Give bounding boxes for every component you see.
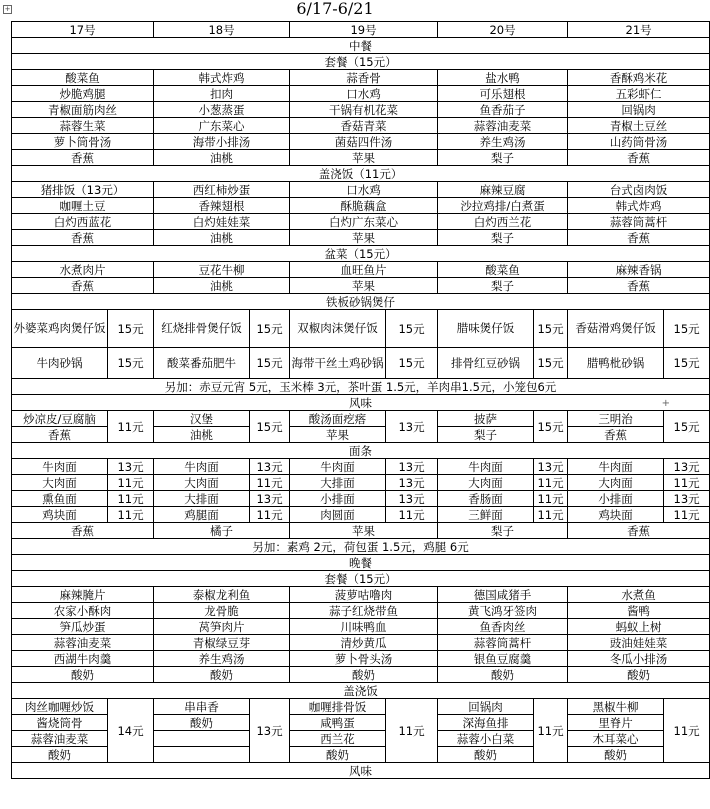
price-cell: 15元	[534, 411, 568, 443]
price-cell: 11元	[108, 507, 154, 523]
dish-cell: 酸奶	[290, 747, 386, 763]
dish-cell: 西红柿炒蛋	[154, 182, 290, 198]
dish-cell: 双椒肉沫煲仔饭	[290, 310, 386, 348]
dish-cell: 牛肉砂锅	[12, 348, 108, 379]
fruit-cell: 香蕉	[12, 427, 108, 443]
dish-cell: 冬瓜小排汤	[568, 651, 710, 667]
price-cell: 11元	[250, 475, 290, 491]
dish-cell: 香蕉	[568, 278, 710, 294]
dish-cell: 肉圆面	[290, 507, 386, 523]
dish-cell: 沙拉鸡排/白煮蛋	[438, 198, 568, 214]
dish-cell: 川味鸭血	[290, 619, 438, 635]
fruit-cell: 苹果	[290, 523, 438, 539]
category-label: 盖浇饭	[12, 683, 710, 699]
dish-cell: 香蕉	[568, 230, 710, 246]
price-cell: 11元	[108, 411, 154, 443]
day-header: 21号	[568, 22, 710, 38]
dish-cell: 蒜蓉小白菜	[438, 731, 534, 747]
dish-cell: 白灼西兰花	[438, 214, 568, 230]
dish-cell: 豉油娃娃菜	[568, 635, 710, 651]
dish-cell: 山药筒骨汤	[568, 134, 710, 150]
dish-cell: 白灼广东菜心	[290, 214, 438, 230]
price-cell: 13元	[386, 475, 438, 491]
dish-cell: 大排面	[154, 491, 250, 507]
dish-cell: 外婆菜鸡肉煲仔饭	[12, 310, 108, 348]
price-cell: 15元	[664, 348, 710, 379]
dish-cell: 酸汤面疙瘩	[290, 411, 386, 427]
dish-cell: 牛肉面	[154, 459, 250, 475]
dish-cell: 香辣翅根	[154, 198, 290, 214]
dish-cell: 排骨红豆砂锅	[438, 348, 534, 379]
dish-cell: 小葱蒸蛋	[154, 102, 290, 118]
dish-cell: 酸奶	[290, 667, 438, 683]
dish-cell: 酸菜鱼	[438, 262, 568, 278]
price-cell: 15元	[534, 310, 568, 348]
price-cell: 11元	[664, 699, 710, 763]
dish-cell: 干锅有机花菜	[290, 102, 438, 118]
price-cell: 11元	[108, 475, 154, 491]
dish-cell: 笋瓜炒蛋	[12, 619, 154, 635]
dish-cell: 里脊片	[568, 715, 664, 731]
dish-cell: 大排面	[290, 475, 386, 491]
dish-cell: 深海鱼排	[438, 715, 534, 731]
fruit-cell: 香蕉	[568, 427, 664, 443]
day-header: 20号	[438, 22, 568, 38]
dish-cell: 西兰花	[290, 731, 386, 747]
dish-cell: 白灼娃娃菜	[154, 214, 290, 230]
dish-cell: 熏鱼面	[12, 491, 108, 507]
price-cell: 11元	[108, 491, 154, 507]
day-header: 18号	[154, 22, 290, 38]
price-cell: 13元	[250, 459, 290, 475]
dish-cell: 酥脆藕盒	[290, 198, 438, 214]
dish-cell: 红烧排骨煲仔饭	[154, 310, 250, 348]
dish-cell: 麻辣腌片	[12, 587, 154, 603]
price-cell: 11元	[386, 507, 438, 523]
dish-cell: 黑椒牛柳	[568, 699, 664, 715]
page-title: 6/17-6/21	[296, 0, 374, 18]
dish-cell: 清炒黄瓜	[290, 635, 438, 651]
fruit-cell: 香蕉	[12, 523, 154, 539]
dish-cell: 西湖牛肉羹	[12, 651, 154, 667]
dish-cell: 蒜蓉筒蒿杆	[438, 635, 568, 651]
dish-cell: 蒜蓉油麦菜	[12, 731, 108, 747]
dish-cell: 酸奶	[154, 715, 250, 731]
price-cell: 15元	[250, 348, 290, 379]
dish-cell: 小排面	[290, 491, 386, 507]
dish-cell: 麻辣香锅	[568, 262, 710, 278]
price-cell: 11元	[534, 699, 568, 763]
category-label: 风味	[12, 763, 710, 779]
dish-cell: 银鱼豆腐羹	[438, 651, 568, 667]
dish-cell: 蚂蚁上树	[568, 619, 710, 635]
dish-cell: 蒜香骨	[290, 70, 438, 86]
edge-plus-icon[interactable]: +	[661, 398, 670, 409]
dish-cell: 水煮肉片	[12, 262, 154, 278]
dish-cell: 韩式炸鸡	[154, 70, 290, 86]
dish-cell: 菌菇四件汤	[290, 134, 438, 150]
dish-cell: 肉丝咖喱炒饭	[12, 699, 108, 715]
dish-cell: 鱼香茄子	[438, 102, 568, 118]
dish-cell: 香蕉	[12, 278, 154, 294]
dish-cell: 白灼西蓝花	[12, 214, 154, 230]
price-cell: 13元	[250, 699, 290, 763]
dish-cell: 油桃	[154, 230, 290, 246]
category-label: 盖浇饭（11元）	[12, 166, 710, 182]
dish-cell: 酸奶	[12, 747, 108, 763]
dish-cell: 香蕉	[12, 230, 154, 246]
price-cell: 13元	[534, 459, 568, 475]
dish-cell: 香蕉	[568, 150, 710, 166]
dish-cell: 炒脆鸡腿	[12, 86, 154, 102]
dish-cell: 萝卜骨头汤	[290, 651, 438, 667]
dish-cell: 农家小酥肉	[12, 603, 154, 619]
dish-cell: 猪排饭（13元）	[12, 182, 154, 198]
dish-cell: 牛肉面	[290, 459, 386, 475]
dish-cell: 青椒绿豆芽	[154, 635, 290, 651]
price-cell: 13元	[664, 491, 710, 507]
dish-cell: 油桃	[154, 278, 290, 294]
dish-cell: 回锅肉	[568, 102, 710, 118]
dish-cell: 牛肉面	[12, 459, 108, 475]
dish-cell: 青椒土豆丝	[568, 118, 710, 134]
dish-cell: 木耳菜心	[568, 731, 664, 747]
dish-cell: 麻辣豆腐	[438, 182, 568, 198]
section-title-dinner: 晚餐	[12, 555, 710, 571]
fruit-cell: 香蕉	[568, 523, 710, 539]
dish-cell: 酱烧筒骨	[12, 715, 108, 731]
price-cell: 15元	[108, 310, 154, 348]
price-cell: 15元	[534, 348, 568, 379]
dish-cell: 串串香	[154, 699, 250, 715]
fruit-cell: 梨子	[438, 427, 534, 443]
dish-cell: 梨子	[438, 230, 568, 246]
dish-cell: 鸡块面	[568, 507, 664, 523]
dish-cell: 蒜蓉油麦菜	[438, 118, 568, 134]
menu-table	[11, 21, 710, 779]
price-cell: 13元	[250, 491, 290, 507]
dish-cell: 萝卜筒骨汤	[12, 134, 154, 150]
dish-cell: 龙骨脆	[154, 603, 290, 619]
dish-cell: 牛肉面	[438, 459, 534, 475]
dish-cell: 香菇青菜	[290, 118, 438, 134]
fruit-cell: 梨子	[438, 523, 568, 539]
dish-cell: 豆花牛柳	[154, 262, 290, 278]
dish-cell: 酸奶	[12, 667, 154, 683]
dish-cell: 蒜蓉筒蒿杆	[568, 214, 710, 230]
dish-cell: 汉堡	[154, 411, 250, 427]
dish-cell: 鸡块面	[12, 507, 108, 523]
extras-note: 另加：赤豆元宵 5元，玉米棒 3元，茶叶蛋 1.5元，羊肉串1.5元，小笼包6元	[12, 379, 710, 395]
dish-cell: 三明治	[568, 411, 664, 427]
dish-cell: 苹果	[290, 278, 438, 294]
dish-cell: 扣肉	[154, 86, 290, 102]
dish-cell: 披萨	[438, 411, 534, 427]
dish-cell: 梨子	[438, 150, 568, 166]
price-cell: 11元	[534, 475, 568, 491]
dish-cell: 苹果	[290, 150, 438, 166]
dish-cell: 青椒面筋肉丝	[12, 102, 154, 118]
price-cell: 15元	[108, 348, 154, 379]
dish-cell: 香肠面	[438, 491, 534, 507]
dish-cell: 鸡腿面	[154, 507, 250, 523]
price-cell: 15元	[664, 310, 710, 348]
dish-cell: 大肉面	[12, 475, 108, 491]
price-cell: 15元	[664, 411, 710, 443]
dish-cell: 养生鸡汤	[154, 651, 290, 667]
price-cell: 15元	[386, 348, 438, 379]
dish-cell: 腊味煲仔饭	[438, 310, 534, 348]
dish-cell: 酱鸭	[568, 603, 710, 619]
dish-cell: 泰椒龙利鱼	[154, 587, 290, 603]
price-cell: 13元	[386, 491, 438, 507]
dish-cell: 酸奶	[154, 667, 290, 683]
dish-cell: 炒凉皮/豆腐脑	[12, 411, 108, 427]
dish-cell: 盐水鸭	[438, 70, 568, 86]
price-cell: 11元	[534, 491, 568, 507]
dish-cell: 酸奶	[568, 747, 664, 763]
price-cell: 15元	[250, 411, 290, 443]
fruit-cell: 油桃	[154, 427, 250, 443]
dish-cell	[154, 731, 250, 747]
price-cell: 13元	[108, 459, 154, 475]
category-label: 面条	[12, 443, 710, 459]
category-label: 套餐（15元）	[12, 571, 710, 587]
dish-cell: 海带干丝土鸡砂锅	[290, 348, 386, 379]
dish-cell: 酸菜鱼	[12, 70, 154, 86]
dish-cell: 酸奶	[568, 667, 710, 683]
dish-cell: 咖喱排骨饭	[290, 699, 386, 715]
dish-cell: 酸奶	[438, 747, 534, 763]
dish-cell: 咖喱土豆	[12, 198, 154, 214]
price-cell: 11元	[664, 507, 710, 523]
dish-cell: 台式卤肉饭	[568, 182, 710, 198]
dish-cell: 腊鸭枇砂锅	[568, 348, 664, 379]
dish-cell: 蒜蓉油麦菜	[12, 635, 154, 651]
dish-cell: 酸奶	[438, 667, 568, 683]
dish-cell: 鱼香肉丝	[438, 619, 568, 635]
dish-cell: 口水鸡	[290, 182, 438, 198]
dish-cell: 蒜蓉生菜	[12, 118, 154, 134]
dish-cell: 牛肉面	[568, 459, 664, 475]
dish-cell: 大肉面	[568, 475, 664, 491]
price-cell: 13元	[386, 411, 438, 443]
dish-cell: 五彩虾仁	[568, 86, 710, 102]
category-label: 风味	[12, 395, 710, 411]
dish-cell: 养生鸡汤	[438, 134, 568, 150]
dish-cell: 德国咸猪手	[438, 587, 568, 603]
dish-cell: 蒜子红烧带鱼	[290, 603, 438, 619]
dish-cell: 黄飞鸿牙签肉	[438, 603, 568, 619]
price-cell: 15元	[250, 310, 290, 348]
dish-cell: 大肉面	[438, 475, 534, 491]
price-cell: 11元	[386, 699, 438, 763]
dish-cell: 回锅肉	[438, 699, 534, 715]
dish-cell: 水煮鱼	[568, 587, 710, 603]
dish-cell: 咸鸭蛋	[290, 715, 386, 731]
dish-cell: 小排面	[568, 491, 664, 507]
dish-cell	[154, 747, 250, 763]
dish-cell: 油桃	[154, 150, 290, 166]
dish-cell: 广东菜心	[154, 118, 290, 134]
dish-cell: 韩式炸鸡	[568, 198, 710, 214]
day-header: 17号	[12, 22, 154, 38]
category-label: 铁板砂锅煲仔	[12, 294, 710, 310]
dish-cell: 莴笋肉片	[154, 619, 290, 635]
dish-cell: 海带小排汤	[154, 134, 290, 150]
dish-cell: 香菇滑鸡煲仔饭	[568, 310, 664, 348]
dish-cell: 菠萝咕噜肉	[290, 587, 438, 603]
price-cell: 14元	[108, 699, 154, 763]
category-label: 盆菜（15元）	[12, 246, 710, 262]
extras-note: 另加：素鸡 2元，荷包蛋 1.5元，鸡腿 6元	[12, 539, 710, 555]
price-cell: 11元	[534, 507, 568, 523]
dish-cell: 香蕉	[12, 150, 154, 166]
dish-cell: 苹果	[290, 230, 438, 246]
section-title-lunch: 中餐	[12, 38, 710, 54]
price-cell: 13元	[664, 459, 710, 475]
dish-cell: 血旺鱼片	[290, 262, 438, 278]
dish-cell: 香酥鸡米花	[568, 70, 710, 86]
dish-cell: 口水鸡	[290, 86, 438, 102]
category-label: 套餐（15元）	[12, 54, 710, 70]
corner-plus-icon[interactable]: +	[4, 5, 11, 13]
dish-cell: 酸菜番茄肥牛	[154, 348, 250, 379]
dish-cell: 三鲜面	[438, 507, 534, 523]
fruit-cell: 苹果	[290, 427, 386, 443]
dish-cell: 可乐翅根	[438, 86, 568, 102]
price-cell: 13元	[386, 459, 438, 475]
price-cell: 11元	[250, 507, 290, 523]
fruit-cell: 橘子	[154, 523, 290, 539]
price-cell: 11元	[664, 475, 710, 491]
dish-cell: 大肉面	[154, 475, 250, 491]
day-header: 19号	[290, 22, 438, 38]
dish-cell: 梨子	[438, 278, 568, 294]
price-cell: 15元	[386, 310, 438, 348]
